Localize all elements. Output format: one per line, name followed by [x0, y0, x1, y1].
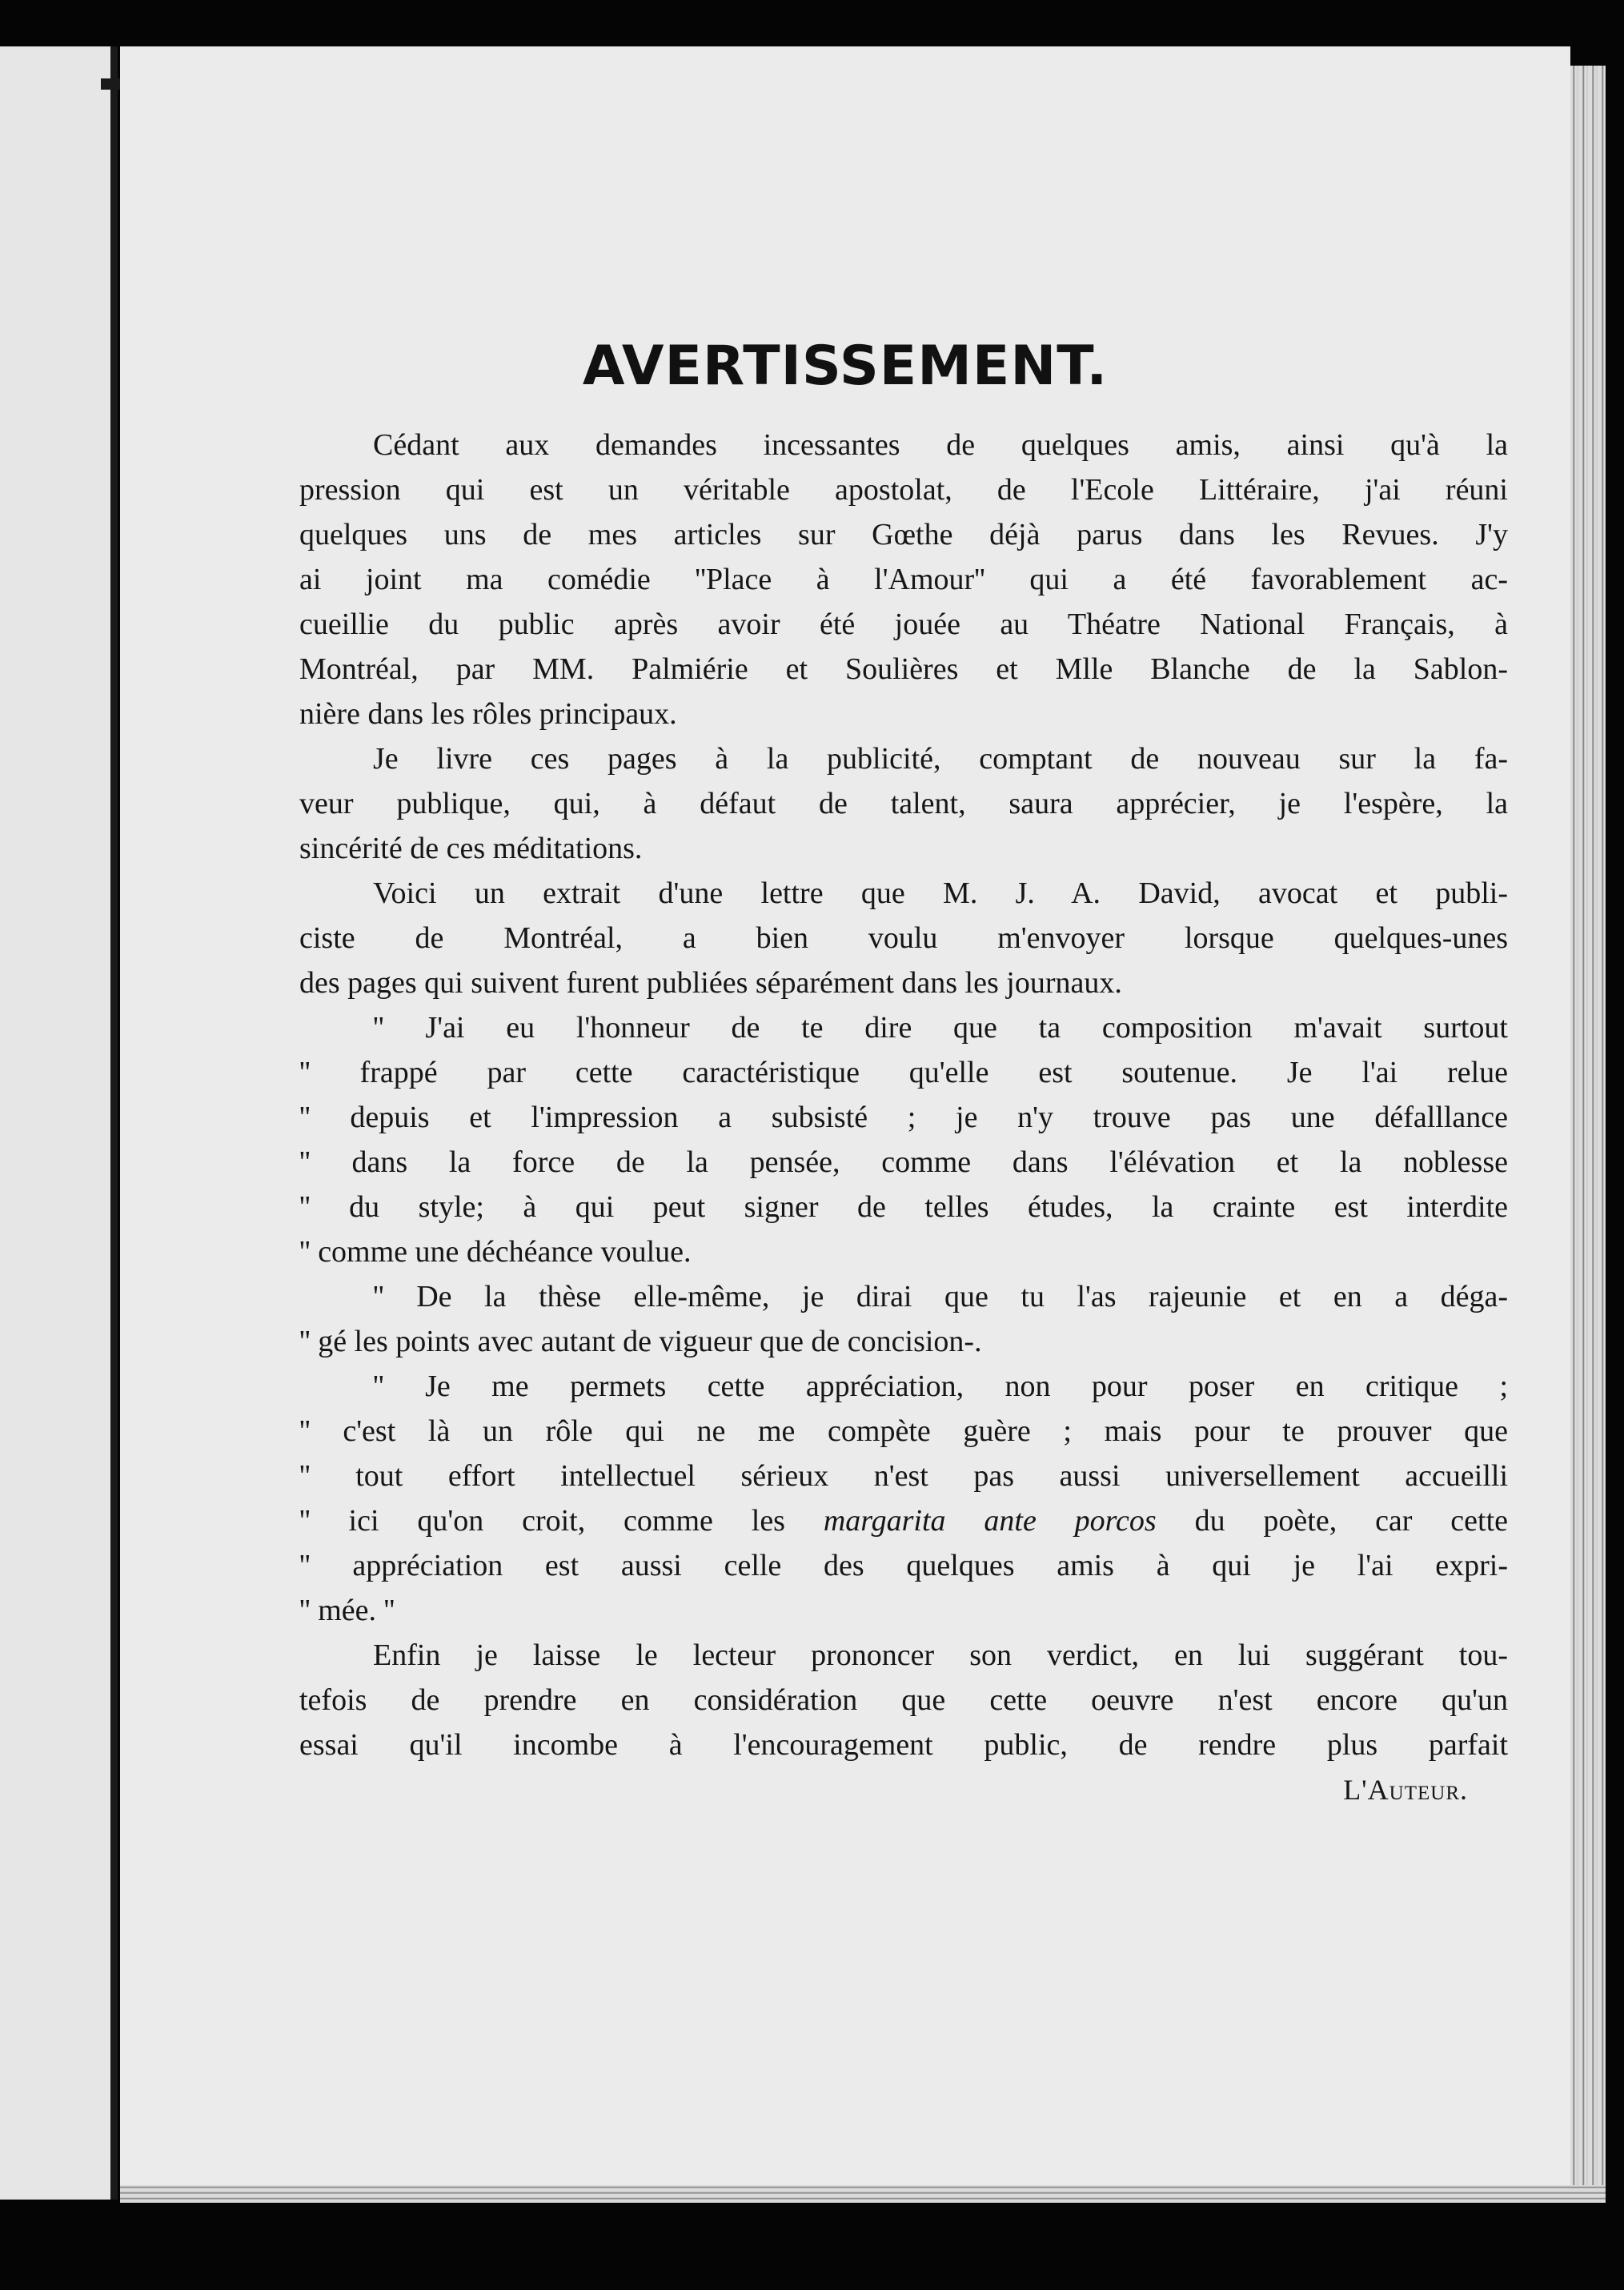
author-signature: L'Auteur. — [1343, 1774, 1468, 1806]
bottom-page-edge — [120, 2185, 1606, 2203]
text-line: ai joint ma comédie ''Place à l'Amour'' qui a été favorablement ac- — [299, 563, 1508, 596]
text-line: Montréal, par MM. Palmiérie et Soulières et Mlle Blanche de la Sablon- — [299, 652, 1508, 686]
text-line: Cédant aux demandes incessantes de quelques amis, ainsi qu'à la — [373, 428, 1508, 462]
quote-line: '' Je me permets cette appréciation, non pour poser en critique ; — [373, 1370, 1508, 1403]
text-line: veur publique, qui, à défaut de talent, saura apprécier, je l'espère, la — [299, 787, 1508, 820]
latin-phrase: margarita ante porcos — [823, 1504, 1157, 1538]
quote-line: '' appréciation est aussi celle des quelques amis à qui je l'ai expri- — [299, 1549, 1508, 1582]
quote-line: '' du style; à qui peut signer de telles études, la crainte est interdite — [299, 1190, 1508, 1224]
body-text — [299, 423, 1508, 1812]
text-line: Voici un extrait d'une lettre que M. J. A. David, avocat et publi- — [373, 876, 1508, 910]
text-line: des pages qui suivent furent publiées séparément dans les journaux. — [299, 966, 1122, 1000]
text-line: Enfin je laisse le lecteur prononcer son verdict, en lui suggérant tou- — [373, 1638, 1508, 1672]
left-page-edge — [0, 46, 118, 2200]
quote-line: '' tout effort intellectuel sérieux n'est pas aussi universellement accueilli — [299, 1459, 1508, 1493]
quote-line: '' depuis et l'impression a subsisté ; je n'y trouve pas une défalllance — [299, 1101, 1508, 1134]
quote-line: '' De la thèse elle-même, je dirai que tu l'as rajeunie et en a déga- — [373, 1280, 1508, 1313]
text-line: Je livre ces pages à la publicité, comptant de nouveau sur la fa- — [373, 742, 1508, 776]
quote-line: '' c'est là un rôle qui ne me compète guère ; mais pour te prouver que — [299, 1414, 1508, 1448]
quote-line: '' mée. '' — [299, 1594, 395, 1627]
text-line: quelques uns de mes articles sur Gœthe déjà parus dans les Revues. J'y — [299, 518, 1508, 551]
book-page — [120, 46, 1570, 2200]
text-line: essai qu'il incombe à l'encouragement public, de rendre plus parfait — [299, 1728, 1508, 1762]
quote-line: '' frappé par cette caractéristique qu'elle est soutenue. Je l'ai relue — [299, 1056, 1508, 1089]
text-line: ciste de Montréal, a bien voulu m'envoyer lorsque quelques-unes — [299, 921, 1508, 955]
text-line: nière dans les rôles principaux. — [299, 697, 677, 731]
quote-line — [299, 1498, 1508, 1543]
quote-line: '' J'ai eu l'honneur de te dire que ta composition m'avait surtout — [373, 1011, 1508, 1045]
text-line: tefois de prendre en considération que cette oeuvre n'est encore qu'un — [299, 1683, 1508, 1717]
page-title: AVERTISSEMENT. — [582, 335, 1109, 398]
quote-line: '' comme une déchéance voulue. — [299, 1235, 692, 1269]
quote-line-end: du poète, car cette — [1194, 1504, 1509, 1538]
text-line: cueillie du public après avoir été jouée au Théatre National Français, à — [299, 608, 1508, 641]
text-line: sincérité de ces méditations. — [299, 832, 643, 865]
text-line: pression qui est un véritable apostolat, de l'Ecole Littéraire, j'ai réuni — [299, 473, 1508, 507]
quote-line: '' dans la force de la pensée, comme dans l'élévation et la noblesse — [299, 1145, 1508, 1179]
quote-line-start: '' ici qu'on croit, comme les — [299, 1504, 785, 1538]
quote-line: '' gé les points avec autant de vigueur que de concision-. — [299, 1325, 982, 1358]
